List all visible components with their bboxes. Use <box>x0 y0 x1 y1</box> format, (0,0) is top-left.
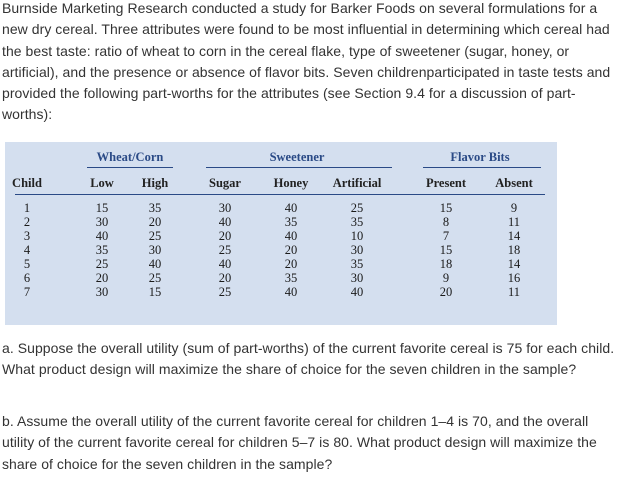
col-header-high: High <box>141 176 169 190</box>
cell-artificial: 10 <box>350 229 364 243</box>
cell-high: 30 <box>148 243 162 257</box>
cell-low: 30 <box>95 215 109 229</box>
intro-paragraph: Burnside Marketing Research conducted a study for Barker Foods on several formulations for a new dry cereal. Three attributes were found to be most influential in determining which cereal had the best taste: ratio of wheat to corn in the cereal flake, type of sweetener (sugar, honey, or artificial), and the presence or absence of flavor bits. Seven childrenparticipated in taste tests and provided the following part-worths for the attributes (see Section 9.4 for a discussion of part-worths): <box>2 0 611 123</box>
cell-artificial: 30 <box>350 243 364 257</box>
col-header-honey: Honey <box>273 176 309 190</box>
cell-present: 20 <box>439 285 453 299</box>
question-b: b. Assume the overall utility of the current favorite cereal for children 1–4 is 70, and the overall utility of the current favorite cereal for children 5–7 is 80. What product design will maximize the share of choice for the seven children in the sample? <box>2 413 597 472</box>
cell-present: 8 <box>442 215 450 229</box>
cell-present: 9 <box>442 271 450 285</box>
cell-artificial: 25 <box>350 201 364 215</box>
cell-low: 30 <box>95 285 109 299</box>
cell-low: 35 <box>95 243 109 257</box>
cell-sugar: 40 <box>218 215 232 229</box>
cell-absent: 16 <box>507 271 521 285</box>
cell-low: 15 <box>95 201 109 215</box>
cell-absent: 14 <box>507 229 521 243</box>
rule-flavor-bits <box>423 167 541 168</box>
cell-child: 1 <box>23 201 31 215</box>
cell-high: 40 <box>148 257 162 271</box>
cell-present: 15 <box>439 243 453 257</box>
group-header-sweetener: Sweetener <box>269 150 325 164</box>
col-header-sugar: Sugar <box>209 176 241 190</box>
cell-sugar: 25 <box>218 285 232 299</box>
col-header-artificial: Artificial <box>332 176 382 190</box>
cell-artificial: 35 <box>350 215 364 229</box>
cell-present: 18 <box>439 257 453 271</box>
cell-child: 6 <box>23 271 31 285</box>
col-header-present: Present <box>425 176 467 190</box>
cell-present: 15 <box>439 201 453 215</box>
cell-high: 35 <box>148 201 162 215</box>
rule-header <box>15 194 545 195</box>
cell-sugar: 25 <box>218 243 232 257</box>
cell-low: 40 <box>95 229 109 243</box>
cell-sugar: 20 <box>218 271 232 285</box>
cell-honey: 40 <box>284 201 298 215</box>
cell-high: 20 <box>148 215 162 229</box>
col-header-child: Child <box>12 176 42 190</box>
cell-honey: 40 <box>284 229 298 243</box>
cell-child: 7 <box>23 285 31 299</box>
cell-honey: 40 <box>284 285 298 299</box>
cell-child: 2 <box>23 215 31 229</box>
cell-child: 5 <box>23 257 31 271</box>
cell-low: 25 <box>95 257 109 271</box>
cell-artificial: 40 <box>350 285 364 299</box>
cell-honey: 20 <box>284 243 298 257</box>
col-header-absent: Absent <box>495 176 533 190</box>
cell-child: 3 <box>23 229 31 243</box>
cell-high: 25 <box>148 229 162 243</box>
cell-present: 7 <box>442 229 450 243</box>
cell-sugar: 40 <box>218 257 232 271</box>
part-worths-table <box>5 142 557 325</box>
rule-sweetener <box>206 167 392 168</box>
cell-low: 20 <box>95 271 109 285</box>
cell-artificial: 30 <box>350 271 364 285</box>
cell-honey: 20 <box>284 257 298 271</box>
cell-absent: 11 <box>507 215 521 229</box>
group-header-wheat-corn: Wheat/Corn <box>96 150 164 164</box>
rule-wheat-corn <box>87 167 173 168</box>
cell-honey: 35 <box>284 271 298 285</box>
cell-sugar: 20 <box>218 229 232 243</box>
cell-honey: 35 <box>284 215 298 229</box>
cell-high: 15 <box>148 285 162 299</box>
cell-absent: 18 <box>507 243 521 257</box>
cell-artificial: 35 <box>350 257 364 271</box>
cell-sugar: 30 <box>218 201 232 215</box>
cell-high: 25 <box>148 271 162 285</box>
cell-absent: 9 <box>510 201 518 215</box>
question-a: a. Suppose the overall utility (sum of part-worths) of the current favorite cereal is 75 for each child. What product design will maximize the share of choice for the seven children in the sample? <box>2 340 615 378</box>
cell-absent: 11 <box>507 285 521 299</box>
group-header-flavor-bits: Flavor Bits <box>450 150 510 164</box>
cell-child: 4 <box>23 243 31 257</box>
cell-absent: 14 <box>507 257 521 271</box>
col-header-low: Low <box>90 176 114 190</box>
